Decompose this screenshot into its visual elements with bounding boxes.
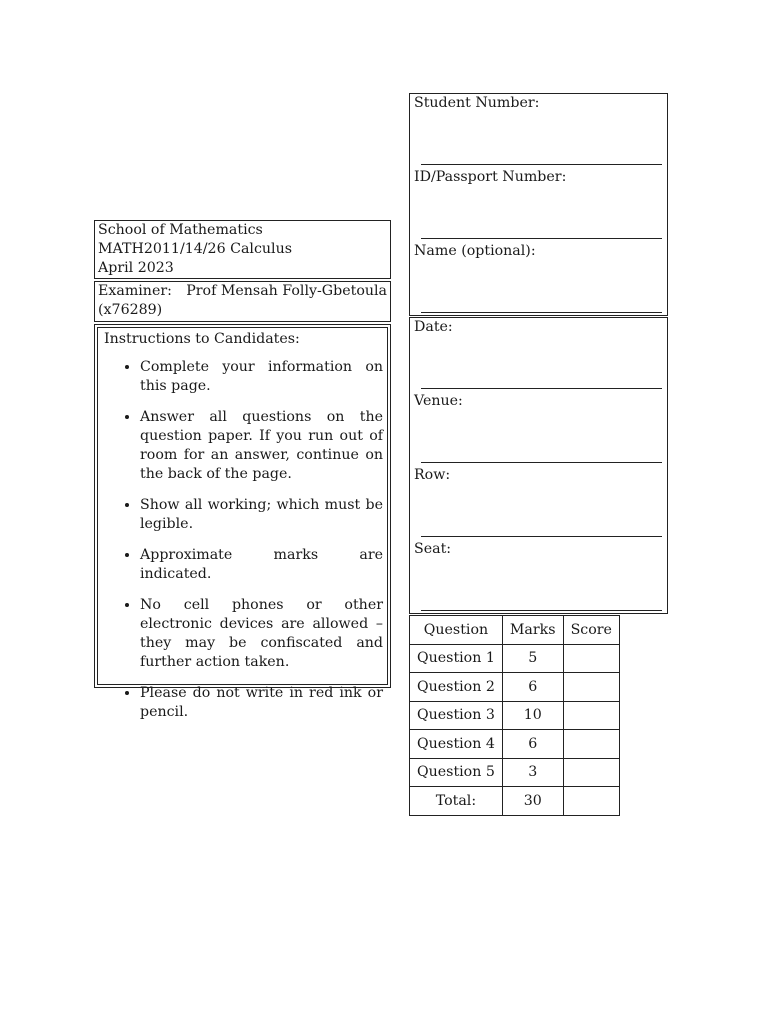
examiner-name: Prof Mensah Folly-Gbetoula bbox=[186, 283, 387, 299]
column-header: Score bbox=[563, 616, 619, 645]
question-cell: Question 3 bbox=[410, 701, 503, 730]
examiner-box bbox=[94, 281, 391, 322]
column-header: Marks bbox=[502, 616, 563, 645]
seat-field[interactable] bbox=[410, 540, 667, 614]
instruction-item: • Approximate marks are indicated. bbox=[140, 546, 383, 584]
id-passport-field[interactable] bbox=[410, 168, 667, 242]
row-field[interactable] bbox=[410, 466, 667, 540]
student-info-box bbox=[409, 93, 668, 316]
marks-cell: 6 bbox=[502, 673, 563, 702]
date-field[interactable] bbox=[410, 318, 667, 392]
table-header-row bbox=[410, 616, 620, 645]
total-label: Total: bbox=[410, 787, 503, 816]
answer-line bbox=[421, 536, 662, 537]
instructions-title: Instructions to Candidates: bbox=[104, 331, 300, 347]
table-row bbox=[410, 673, 620, 702]
marks-cell: 5 bbox=[502, 644, 563, 673]
instruction-item: • Complete your information on this page. bbox=[140, 358, 383, 396]
marks-cell: 10 bbox=[502, 701, 563, 730]
instruction-item: • No cell phones or other electronic devices are allowed – they may be confiscated and further action taken. bbox=[140, 596, 383, 672]
answer-line bbox=[421, 238, 662, 239]
answer-line bbox=[421, 312, 662, 313]
field-label: Student Number: bbox=[414, 95, 540, 111]
instructions-list bbox=[104, 358, 383, 722]
question-cell: Question 4 bbox=[410, 730, 503, 759]
field-label: ID/Passport Number: bbox=[414, 169, 567, 185]
field-label: Venue: bbox=[414, 393, 463, 409]
answer-line bbox=[421, 462, 662, 463]
table-row bbox=[410, 758, 620, 787]
answer-line bbox=[421, 388, 662, 389]
total-row bbox=[410, 787, 620, 816]
total-score-cell[interactable] bbox=[563, 787, 619, 816]
examiner-extension: (x76289) bbox=[98, 302, 163, 318]
column-header: Question bbox=[410, 616, 503, 645]
score-cell[interactable] bbox=[563, 644, 619, 673]
marks-cell: 3 bbox=[502, 758, 563, 787]
name-field[interactable] bbox=[410, 242, 667, 316]
score-cell[interactable] bbox=[563, 730, 619, 759]
question-cell: Question 5 bbox=[410, 758, 503, 787]
marks-cell: 6 bbox=[502, 730, 563, 759]
score-cell[interactable] bbox=[563, 673, 619, 702]
instruction-item: • Answer all questions on the question paper. If you run out of room for an answer, continue on the back of the page. bbox=[140, 408, 383, 484]
field-label: Seat: bbox=[414, 541, 452, 557]
table-row bbox=[410, 730, 620, 759]
instruction-item: • Show all working; which must be legible. bbox=[140, 496, 383, 534]
answer-line bbox=[421, 164, 662, 165]
question-cell: Question 2 bbox=[410, 673, 503, 702]
table-row bbox=[410, 701, 620, 730]
course-title: MATH2011/14/26 Calculus bbox=[98, 241, 293, 257]
field-label: Name (optional): bbox=[414, 243, 536, 259]
venue-info-box bbox=[409, 317, 668, 614]
score-cell[interactable] bbox=[563, 701, 619, 730]
question-cell: Question 1 bbox=[410, 644, 503, 673]
course-info-box bbox=[94, 220, 391, 279]
answer-line bbox=[421, 610, 662, 611]
school-name: School of Mathematics bbox=[98, 222, 263, 238]
student-number-field[interactable] bbox=[410, 94, 667, 168]
examiner-label: Examiner: bbox=[98, 283, 172, 299]
table-row bbox=[410, 644, 620, 673]
instruction-item: • Please do not write in red ink or pencil. bbox=[140, 684, 383, 722]
venue-field[interactable] bbox=[410, 392, 667, 466]
field-label: Row: bbox=[414, 467, 451, 483]
total-marks: 30 bbox=[502, 787, 563, 816]
exam-date: April 2023 bbox=[98, 260, 174, 276]
score-cell[interactable] bbox=[563, 758, 619, 787]
marks-table bbox=[409, 615, 620, 816]
instructions-box bbox=[94, 324, 391, 720]
field-label: Date: bbox=[414, 319, 453, 335]
